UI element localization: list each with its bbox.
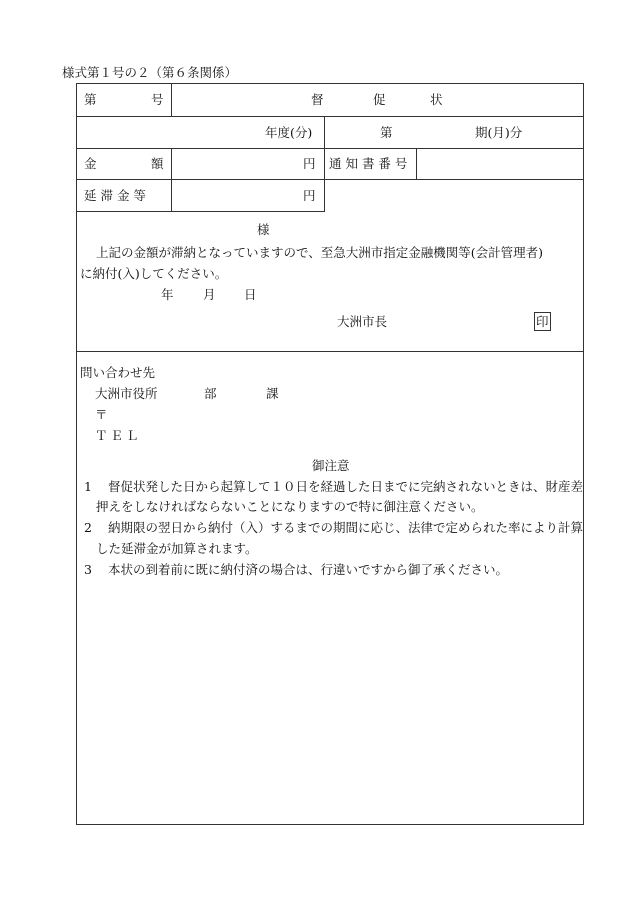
column-divider — [171, 148, 172, 211]
number-label-left: 第 — [84, 92, 97, 107]
issuer-name: 大洲市長 — [337, 314, 388, 329]
row-divider — [76, 211, 325, 212]
seal-mark: 印 — [536, 314, 549, 329]
date-year: 年 — [161, 287, 174, 302]
note-number: 3 — [84, 562, 92, 577]
contact-tel: ＴＥＬ — [95, 428, 142, 443]
period-label: 第 — [380, 125, 393, 140]
contact-heading: 問い合わせ先 — [80, 365, 156, 380]
column-divider — [416, 148, 417, 179]
amount-unit: 円 — [303, 156, 316, 171]
date-month: 月 — [203, 287, 216, 302]
doc-title-char: 状 — [430, 92, 443, 107]
late-fee-label: 延 滞 金 等 — [84, 188, 146, 203]
row-divider — [76, 179, 584, 180]
notes-heading: 御注意 — [312, 458, 350, 473]
note-line: 本状の到着前に既に納付済の場合は、行違いですから御了承ください。 — [108, 562, 509, 577]
row-divider — [76, 116, 584, 117]
number-label-right: 号 — [151, 92, 164, 107]
row-divider — [76, 148, 584, 149]
note-number: 1 — [84, 479, 92, 494]
note-line: した延滞金が加算されます。 — [96, 541, 258, 556]
contact-section: 課 — [266, 386, 279, 401]
date-day: 日 — [244, 287, 257, 302]
note-number: 2 — [84, 520, 92, 535]
column-divider — [171, 83, 172, 116]
honorific: 様 — [257, 222, 270, 237]
doc-title-char: 督 — [311, 92, 324, 107]
form-title: 様式第１号の２（第６条関係） — [62, 65, 238, 80]
note-line: 納期限の翌日から納付（入）するまでの期間に応じ、法律で定められた率により計算 — [108, 520, 584, 535]
note-line: 督促状発した日から起算して１０日を経過した日までに完納されないときは、財産差 — [108, 479, 584, 494]
message-line: に納付(入)してください。 — [80, 266, 228, 281]
contact-office: 大洲市役所 — [95, 386, 158, 401]
contact-department: 部 — [204, 386, 217, 401]
note-line: 押えをしなければならないことになりますので特に御注意ください。 — [96, 499, 484, 514]
fiscal-year-label: 年度(分) — [265, 125, 313, 140]
amount-label-char: 額 — [151, 156, 164, 171]
contact-postal: 〒 — [95, 407, 108, 422]
late-fee-unit: 円 — [303, 188, 316, 203]
message-line: 上記の金額が滞納となっていますので、至急大洲市指定金融機関等(会計管理者) — [96, 245, 544, 260]
column-divider — [324, 116, 325, 211]
period-value-label: 期(月)分 — [475, 125, 523, 140]
amount-label-char: 金 — [84, 156, 97, 171]
form-frame — [76, 83, 584, 825]
notice-number-label: 通 知 書 番 号 — [329, 156, 408, 171]
doc-title-char: 促 — [373, 92, 386, 107]
section-divider — [76, 351, 584, 352]
